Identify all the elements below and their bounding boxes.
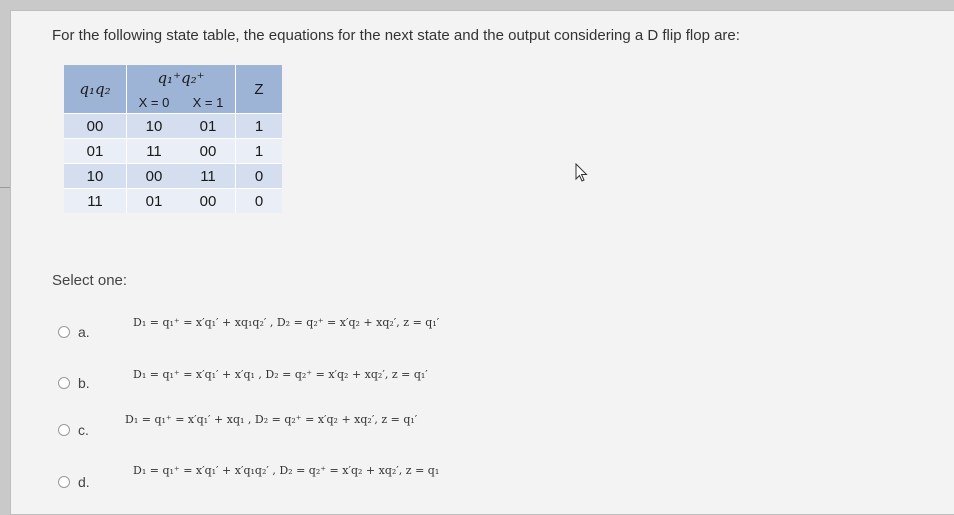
next-state-x1-cell: 00: [199, 142, 217, 160]
output-cell: 1: [236, 114, 283, 139]
option-letter: d.: [78, 474, 90, 490]
option-c[interactable]: [58, 418, 89, 442]
next-state-x1-cell: 00: [199, 192, 217, 210]
present-state-cell: 00: [86, 117, 104, 135]
radio-unchecked-icon[interactable]: [58, 326, 70, 338]
x0-header: X = 0: [127, 91, 182, 114]
output-cell: 0: [236, 189, 283, 214]
radio-unchecked-icon[interactable]: [58, 476, 70, 488]
option-b[interactable]: [58, 371, 90, 395]
radio-unchecked-icon[interactable]: [58, 377, 70, 389]
question-text: For the following state table, the equations for the next state and the output considering a D flip flop are:: [52, 27, 740, 44]
table-row: [64, 164, 282, 189]
option-a-equation[interactable]: D₁ = q₁⁺ = x′q₁′ + xq₁q₂′ , D₂ = q₂⁺ = x′q₂ + xq₂′, z = q₁′: [133, 316, 440, 329]
left-edge-tab: [0, 187, 10, 188]
mouse-pointer-icon: [575, 163, 589, 188]
radio-unchecked-icon[interactable]: [58, 424, 70, 436]
output-header: Z: [236, 65, 283, 114]
table-row: [64, 139, 282, 164]
present-state-cell: 01: [86, 142, 104, 160]
present-state-cell: 10: [86, 167, 104, 185]
select-one-label: Select one:: [52, 272, 128, 289]
x1-header: X = 1: [192, 94, 224, 110]
option-a[interactable]: [58, 320, 90, 344]
next-state-x0-cell: 00: [127, 164, 182, 189]
next-state-x0-cell: 01: [127, 189, 182, 214]
next-state-x0-cell: 10: [127, 114, 182, 139]
option-b-equation[interactable]: D₁ = q₁⁺ = x′q₁′ + x′q₁ , D₂ = q₂⁺ = x′q₂ + xq₂′, z = q₁′: [133, 368, 428, 381]
option-d-equation[interactable]: D₁ = q₁⁺ = x′q₁′ + x′q₁q₂′ , D₂ = q₂⁺ = x′q₂ + xq₂′, z = q₁: [133, 464, 440, 477]
next-state-header: q₁⁺q₂⁺: [127, 65, 236, 91]
table-row: [64, 114, 282, 139]
option-d[interactable]: [58, 470, 90, 494]
output-cell: 0: [236, 164, 283, 189]
next-state-x0-cell: 11: [127, 139, 182, 164]
option-letter: c.: [78, 422, 89, 438]
present-state-cell: 11: [87, 192, 103, 210]
next-state-x1-cell: 01: [199, 117, 217, 135]
option-letter: b.: [78, 375, 90, 391]
next-state-x1-cell: 11: [200, 167, 216, 185]
output-cell: 1: [236, 139, 283, 164]
table-row: [64, 189, 282, 214]
option-c-equation[interactable]: D₁ = q₁⁺ = x′q₁′ + xq₁ , D₂ = q₂⁺ = x′q₂ + xq₂′, z = q₁′: [125, 413, 418, 426]
option-letter: a.: [78, 324, 90, 340]
present-state-header: q₁q₂: [79, 80, 111, 98]
state-table: [64, 65, 282, 213]
